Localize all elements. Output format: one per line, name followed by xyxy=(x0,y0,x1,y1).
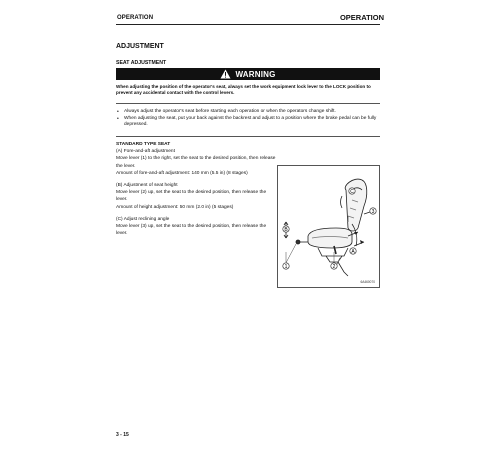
callout-3-label: 3 xyxy=(371,208,375,215)
step-c-text: Move lever (3) up, set the seat to the desired position, then release the lever. xyxy=(116,224,267,237)
note-list xyxy=(116,109,380,129)
list-item: • When adjusting the seat, put your back against the backrest and adjust to a position where the brake pedal can be fully depressed. xyxy=(116,116,380,129)
callout-1-label: 1 xyxy=(284,263,288,270)
step-a-text: Move lever (1) to the right, set the seat to the desired position, then release the lever. xyxy=(116,156,276,169)
callout-b xyxy=(283,226,289,233)
list-item: • Always adjust the operator's seat before starting each operation or when the operators change shift. xyxy=(116,109,380,116)
warning-rule xyxy=(116,103,380,104)
header-left: OPERATION xyxy=(117,15,154,21)
header-rule xyxy=(116,24,380,25)
warning-bar xyxy=(116,68,380,80)
section-title: ADJUSTMENT xyxy=(116,43,164,50)
instructions xyxy=(116,141,276,237)
step-b-title: (B) Adjustment of seat height xyxy=(116,183,178,189)
subsection-title: SEAT ADJUSTMENT xyxy=(116,60,167,66)
callout-2 xyxy=(331,263,337,270)
callout-2-label: 2 xyxy=(332,263,336,270)
warning-text: When adjusting the position of the operator's seat, always set the work equipment lock lever to the LOCK position to prevent any accidental contact with the control levers. xyxy=(116,84,371,96)
warning-triangle-icon xyxy=(220,69,231,79)
callout-c-label: C xyxy=(350,188,354,195)
page-number: 3 - 15 xyxy=(116,432,129,438)
callout-b-label: B xyxy=(284,226,288,233)
step-c-title: (C) Adjust reclining angle xyxy=(116,216,170,222)
callout-3 xyxy=(370,208,376,215)
seat-figure xyxy=(277,165,380,288)
header-right: OPERATION xyxy=(339,13,384,22)
callout-1 xyxy=(283,263,289,270)
seat-illustration xyxy=(278,166,380,288)
standard-type-heading: STANDARD TYPE SEAT xyxy=(116,142,171,147)
callout-a xyxy=(350,248,356,255)
step-a-amount: Amount of fore-and-aft adjustment: 140 mm (5.5 in) (8 stages) xyxy=(116,170,248,176)
figure-code: 6A460070 xyxy=(360,280,375,284)
step-b-amount: Amount of height adjustment: 50 mm (2.0 in) (5 stages) xyxy=(116,204,234,210)
warning-label: WARNING xyxy=(235,69,276,79)
callout-a-label: A xyxy=(351,248,355,255)
step-a-title: (A) Fore-and-aft adjustment xyxy=(116,149,175,155)
note-rule xyxy=(116,136,380,137)
step-b-text: Move lever (2) up, set the seat to the desired position, then release the lever. xyxy=(116,190,267,203)
